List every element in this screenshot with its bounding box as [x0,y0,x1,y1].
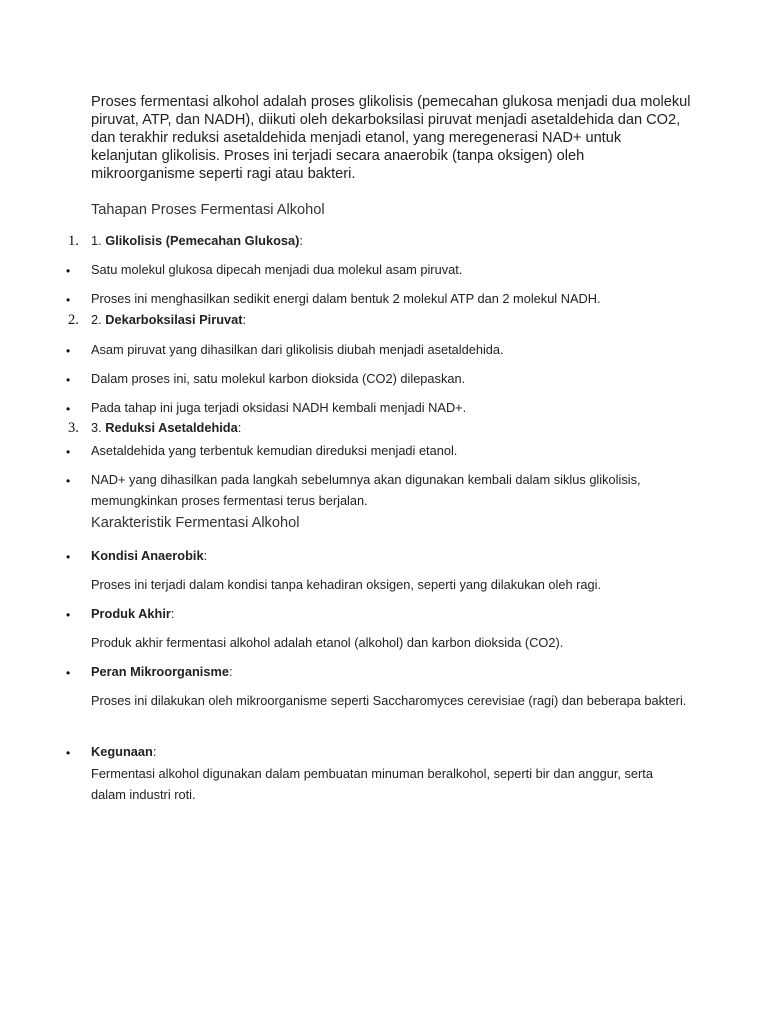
step-1-bullet-2: Proses ini menghasilkan sedikit energi dalam bentuk 2 molekul ATP dan 2 molekul NADH. [91,291,601,306]
step-3-marker: 3. [68,420,79,436]
step-1-title-bold: Glikolisis (Pemecahan Glukosa) [105,233,300,248]
step-1-bullet-1: Satu molekul glukosa dipecah menjadi dua molekul asam piruvat. [91,262,463,277]
karakteristik-item-4-suffix: : [152,744,157,759]
karakteristik-heading: Karakteristik Fermentasi Alkohol [91,515,300,531]
step-3-bullet-2: NAD+ yang dihasilkan pada langkah sebelumnya akan digunakan kembali dalam siklus glikolisis, memungkinkan proses fermentasi terus berjalan. [91,472,641,508]
tahapan-heading: Tahapan Proses Fermentasi Alkohol [91,202,325,218]
step-2-prefix: 2. [91,312,106,327]
bullet-icon: • [66,402,71,416]
karakteristik-item-1-title-bold: Kondisi Anaerobik [91,548,204,563]
bullet-icon: • [66,608,71,622]
bullet-icon: • [66,445,71,459]
karakteristik-item-2-text: Produk akhir fermentasi alkohol adalah etanol (alkohol) dan karbon dioksida (CO2). [91,635,564,650]
karakteristik-item-2-title-bold: Produk Akhir [91,606,171,621]
karakteristik-item-1-text: Proses ini terjadi dalam kondisi tanpa kehadiran oksigen, seperti yang dilakukan oleh ragi. [91,577,602,592]
step-1-title [91,232,303,250]
step-3-prefix: 3. [91,420,106,435]
step-2-suffix: : [242,312,247,327]
bullet-icon: • [66,666,71,680]
karakteristik-item-3-title-bold: Peran Mikroorganisme [91,664,229,679]
karakteristik-item-4-title-bold: Kegunaan [91,744,153,759]
karakteristik-item-2-suffix: : [170,606,175,621]
karakteristik-item-2-title [91,603,691,624]
step-1-suffix: : [299,233,303,248]
bullet-icon: • [66,373,71,387]
step-2-bullet-3: Pada tahap ini juga terjadi oksidasi NADH kembali menjadi NAD+. [91,400,467,415]
step-3-title-bold: Reduksi Asetaldehida [105,420,238,435]
karakteristik-item-3-text: Proses ini dilakukan oleh mikroorganisme seperti Saccharomyces cerevisiae (ragi) dan beberapa bakteri. [91,693,687,708]
step-2-bullet-1: Asam piruvat yang dihasilkan dari glikolisis diubah menjadi asetaldehida. [91,342,504,357]
karakteristik-item-1-suffix: : [203,548,208,563]
karakteristik-item-3-title [91,661,691,682]
intro-paragraph: Proses fermentasi alkohol adalah proses glikolisis (pemecahan glukosa menjadi dua molekul piruvat, ATP, dan NADH), diikuti oleh dekarboksilasi piruvat menjadi asetaldehida dan CO2, dan terakhir reduksi asetaldehida menjadi etanol, yang meregenerasi NAD+ untuk kelanjutan glikolisis. Proses ini terjadi secara anaerobik (tanpa oksigen) oleh mikroorganisme seperti ragi atau bakteri. [91,94,691,182]
step-1-prefix: 1. [91,233,106,248]
step-3-suffix: : [237,420,242,435]
step-2-bullet-2: Dalam proses ini, satu molekul karbon dioksida (CO2) dilepaskan. [91,371,466,386]
karakteristik-item-4-title [91,741,691,762]
step-2-marker: 2. [68,312,79,328]
bullet-icon: • [66,344,71,358]
step-3-bullet-1: Asetaldehida yang terbentuk kemudian direduksi menjadi etanol. [91,443,458,458]
step-3-title [91,419,241,437]
bullet-icon: • [66,746,71,760]
step-2-title [91,311,246,329]
bullet-icon: • [66,550,71,564]
bullet-icon: • [66,474,71,488]
step-2-title-bold: Dekarboksilasi Piruvat [105,312,243,327]
step-1-marker: 1. [68,233,79,249]
bullet-icon: • [66,264,71,278]
karakteristik-item-3-suffix: : [228,664,233,679]
bullet-icon: • [66,293,71,307]
karakteristik-item-4-text: Fermentasi alkohol digunakan dalam pembuatan minuman beralkohol, seperti bir dan anggur, serta dalam industri roti. [91,766,653,802]
karakteristik-item-1-title [91,545,691,566]
